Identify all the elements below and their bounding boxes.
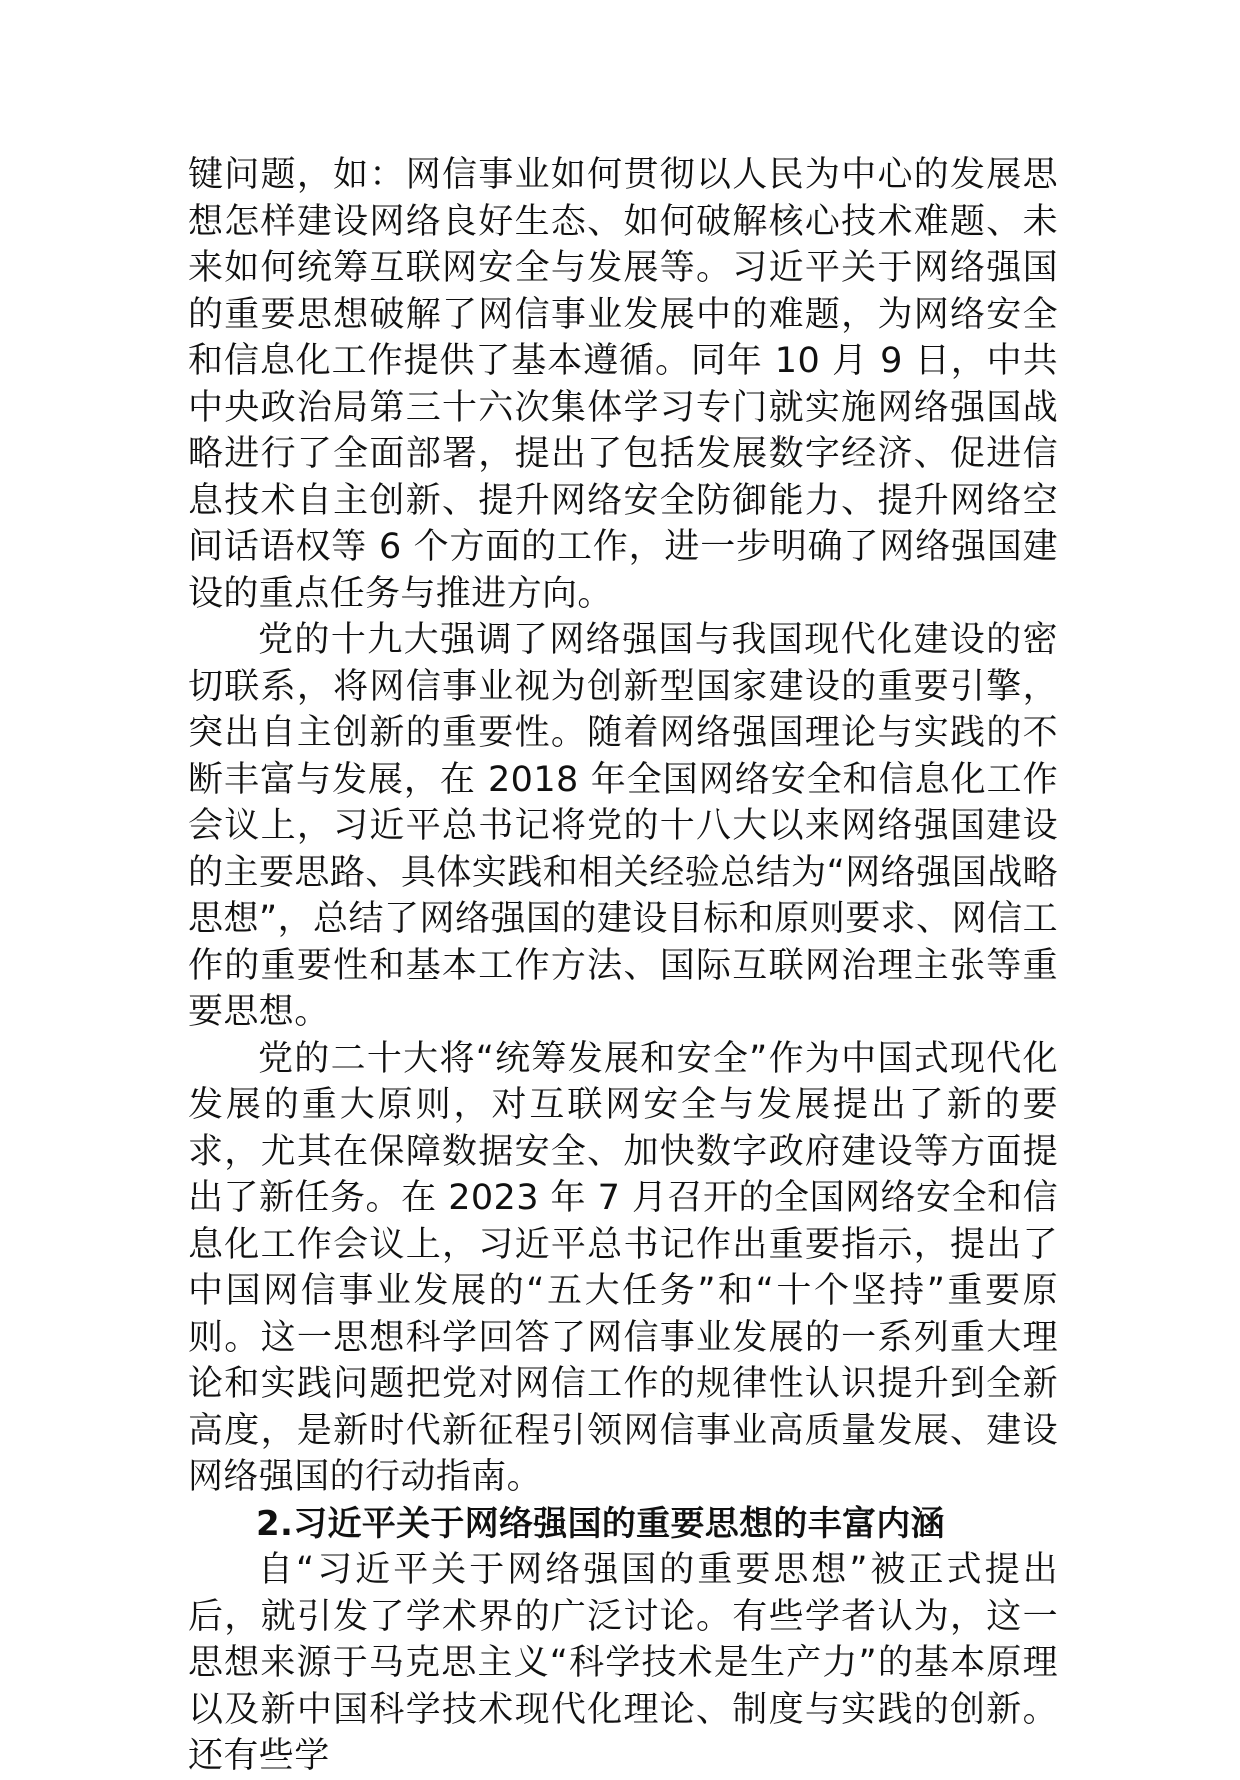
paragraph-scholarly-discussion: 自“习近平关于网络强国的重要思想”被正式提出后，就引发了学术界的广泛讨论。有些学者认为，这一思想来源于马克思主义“科学技术是生产力”的基本原理以及新中国科学技术现代化理论、制度与实践的创新。还有些学 (188, 1550, 1058, 1776)
paragraph-20th-congress: 党的二十大将“统筹发展和安全”作为中国式现代化发展的重大原则，对互联网安全与发展提出了新的要求，尤其在保障数据安全、加快数字政府建设等方面提出了新任务。在 2023 年 7 月召开的全国网络安全和信息化工作会议上，习近平总书记作出重要指示，提出了中国网信事业发展的“五大任务”和“十个坚持”重要原则。这一思想科学回答了网信事业发展的一系列重大理论和实践问题把党对网信工作的规律性认识提升到全新高度，是新时代新征程引领网信事业高质量发展、建设网络强国的行动指南。 (188, 1038, 1058, 1497)
section-heading: 2.习近平关于网络强国的重要思想的丰富内涵 (256, 1503, 945, 1544)
paragraph-continued: 键问题，如：网信事业如何贯彻以人民为中心的发展思想怎样建设网络良好生态、如何破解核心技术难题、未来如何统筹互联网安全与发展等。习近平关于网络强国的重要思想破解了网信事业发展中的难题，为网络安全和信息化工作提供了基本遵循。同年 10 月 9 日，中共中央政治局第三十六次集体学习专门就实施网络强国战略进行了全面部署，提出了包括发展数字经济、促进信息技术自主创新、提升网络安全防御能力、提升网络空间话语权等 6 个方面的工作，进一步明确了网络强国建设的重点任务与推进方向。 (188, 155, 1058, 614)
document-body (188, 152, 1058, 1780)
paragraph-19th-congress: 党的十九大强调了网络强国与我国现代化建设的密切联系，将网信事业视为创新型国家建设的重要引擎，突出自主创新的重要性。随着网络强国理论与实践的不断丰富与发展，在 2018 年全国网络安全和信息化工作会议上，习近平总书记将党的十八大以来网络强国建设的主要思路、具体实践和相关经验总结为“网络强国战略思想”，总结了网络强国的建设目标和原则要求、网信工作的重要性和基本工作方法、国际互联网治理主张等重要思想。 (188, 620, 1058, 1032)
